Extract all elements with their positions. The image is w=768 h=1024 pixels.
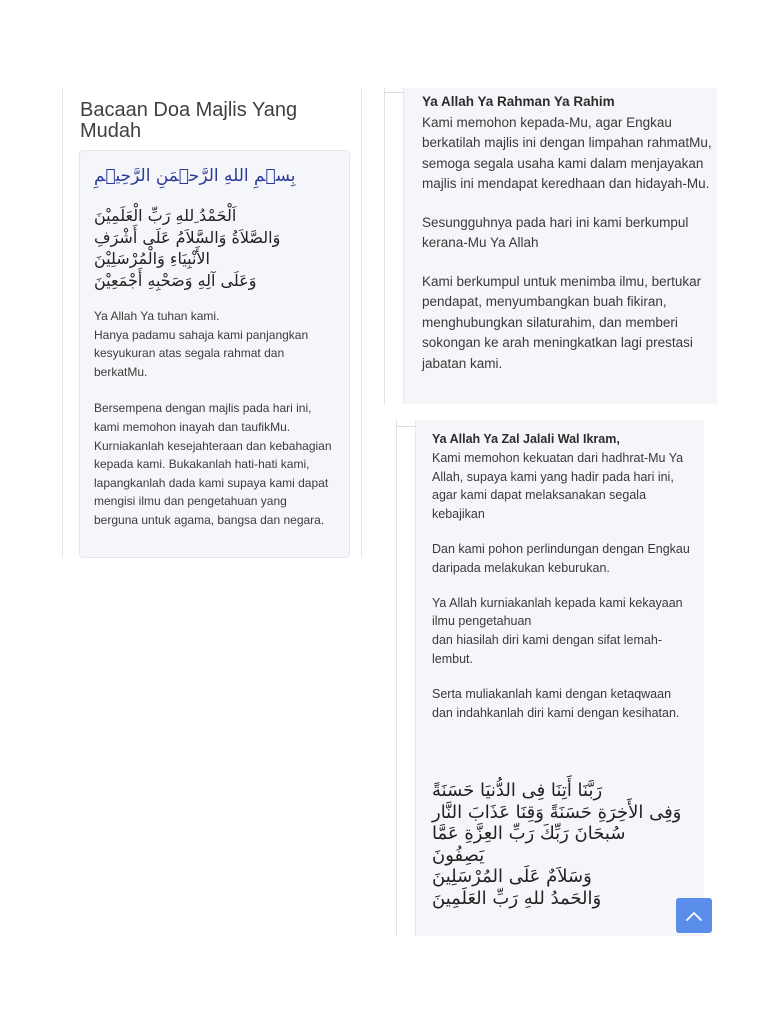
arabic-line: وَسَلاَمٌ عَلَى المُرْسَلِينَ — [432, 866, 592, 887]
doa-heading: Ya Allah Ya Zal Jalali Wal Ikram, — [432, 432, 620, 446]
doa-line: Ya Allah Ya tuhan kami. — [94, 309, 220, 323]
doa-paragraph: Kami berkumpul untuk menimba ilmu, bertukar pendapat, menyumbangkan buah fikiran, menghubungkan silaturahim, dan memberi sokongan ke arah meningkatkan lagi prestasi jabatan kami. — [422, 273, 702, 371]
doa-paragraph: Kami memohon kepada-Mu, agar Engkau berkatilah majlis ini dengan limpahan rahmatMu, semoga segala usaha kami dalam menjayakan majlis ini mendapat keredhaan dan hidayah-Mu. — [422, 114, 712, 191]
arabic-line: وَالصَّلاَةُ وَالسَّلاَمُ عَلَى أَشْرَفِ — [94, 227, 281, 247]
arabic-closing — [432, 780, 682, 909]
doa-body — [94, 307, 334, 548]
arabic-line: رَبَّنَا أَتِنَا فِى الدُّنيَا حَسَنَةً — [432, 780, 603, 801]
arabic-line: وَفِى الأَخِرَةِ حَسَنَةً وَقِنَا عَذَابَ النَّار — [432, 801, 682, 823]
doa-paragraph: Serta muliakanlah kami dengan ketaqwaan dan indahkanlah diri kami dengan kesihatan. — [432, 686, 680, 720]
doa-heading: Ya Allah Ya Rahman Ya Rahim — [422, 94, 615, 109]
doa-body — [422, 92, 712, 392]
doa-content-box — [415, 420, 704, 936]
basmala-text: بِسۡمِ اللهِ الرَّحۡمَنِ الرَّحِيۡمِ — [94, 166, 296, 186]
arabic-line: الأَنْبِيَاءِ وَالْمُرْسَلِيْنَ — [94, 249, 210, 268]
doa-card-left — [62, 88, 362, 558]
chevron-up-icon — [685, 910, 703, 922]
doa-card-right-2 — [396, 420, 702, 936]
doa-paragraph — [94, 307, 334, 381]
doa-paragraph: Bersempena dengan majlis pada hari ini, kami memohon inayah dan taufikMu. Kurniakanlah kesejahteraan dan kebahagian kepada kami. Bukakanlah hati-hati kami, lapangkanlah dada kami supaya kami dapat mengisi ilmu dan pengetahuan yang berguna untuk agama, bangsa dan negara. — [94, 401, 332, 527]
doa-body — [432, 430, 694, 738]
doa-paragraph: Sesungguhnya pada hari ini kami berkumpul kerana-Mu Ya Allah — [422, 214, 689, 250]
arabic-line: سُبحَانَ رَبِّكَ رَبِّ العِزَّةِ عَمَّا يَصِفُونَ — [432, 823, 626, 866]
doa-card-right-1 — [384, 88, 715, 404]
doa-line: agar kami dapat melaksanakan segala kebajikan — [432, 488, 647, 522]
doa-paragraph — [432, 449, 694, 524]
doa-content-box — [403, 88, 717, 404]
doa-line: Kami memohon kekuatan dari hadhrat-Mu Ya Allah, supaya kami yang hadir pada hari ini, — [432, 450, 684, 484]
arabic-line: وَعَلَى آلِهِ وَصَحْبِهِ أَجْمَعِيْنَ — [94, 270, 257, 290]
card-title: Bacaan Doa Majlis Yang Mudah — [80, 99, 298, 142]
doa-content-box — [79, 150, 350, 558]
arabic-line: وَالحَمدُ للهِ رَبِّ العَلَمِينَ — [432, 887, 602, 909]
arabic-line: اَلْحَمْدُ ِللهِ رَبِّ الْعَلَمِيْنَ — [94, 206, 237, 225]
doa-line: Ya Allah kurniakanlah kepada kami kekayaan ilmu pengetahuan — [432, 595, 683, 629]
doa-paragraph — [432, 594, 694, 669]
doa-paragraph: Dan kami pohon perlindungan dengan Engkau daripada melakukan keburukan. — [432, 541, 690, 575]
doa-line: dan hiasilah diri kami dengan sifat lemah-lembut. — [432, 633, 662, 666]
arabic-opening — [94, 205, 334, 291]
doa-line: Hanya padamu sahaja kami panjangkan kesyukuran atas segala rahmat dan berkatMu. — [94, 327, 309, 379]
scroll-to-top-button[interactable] — [676, 898, 712, 933]
